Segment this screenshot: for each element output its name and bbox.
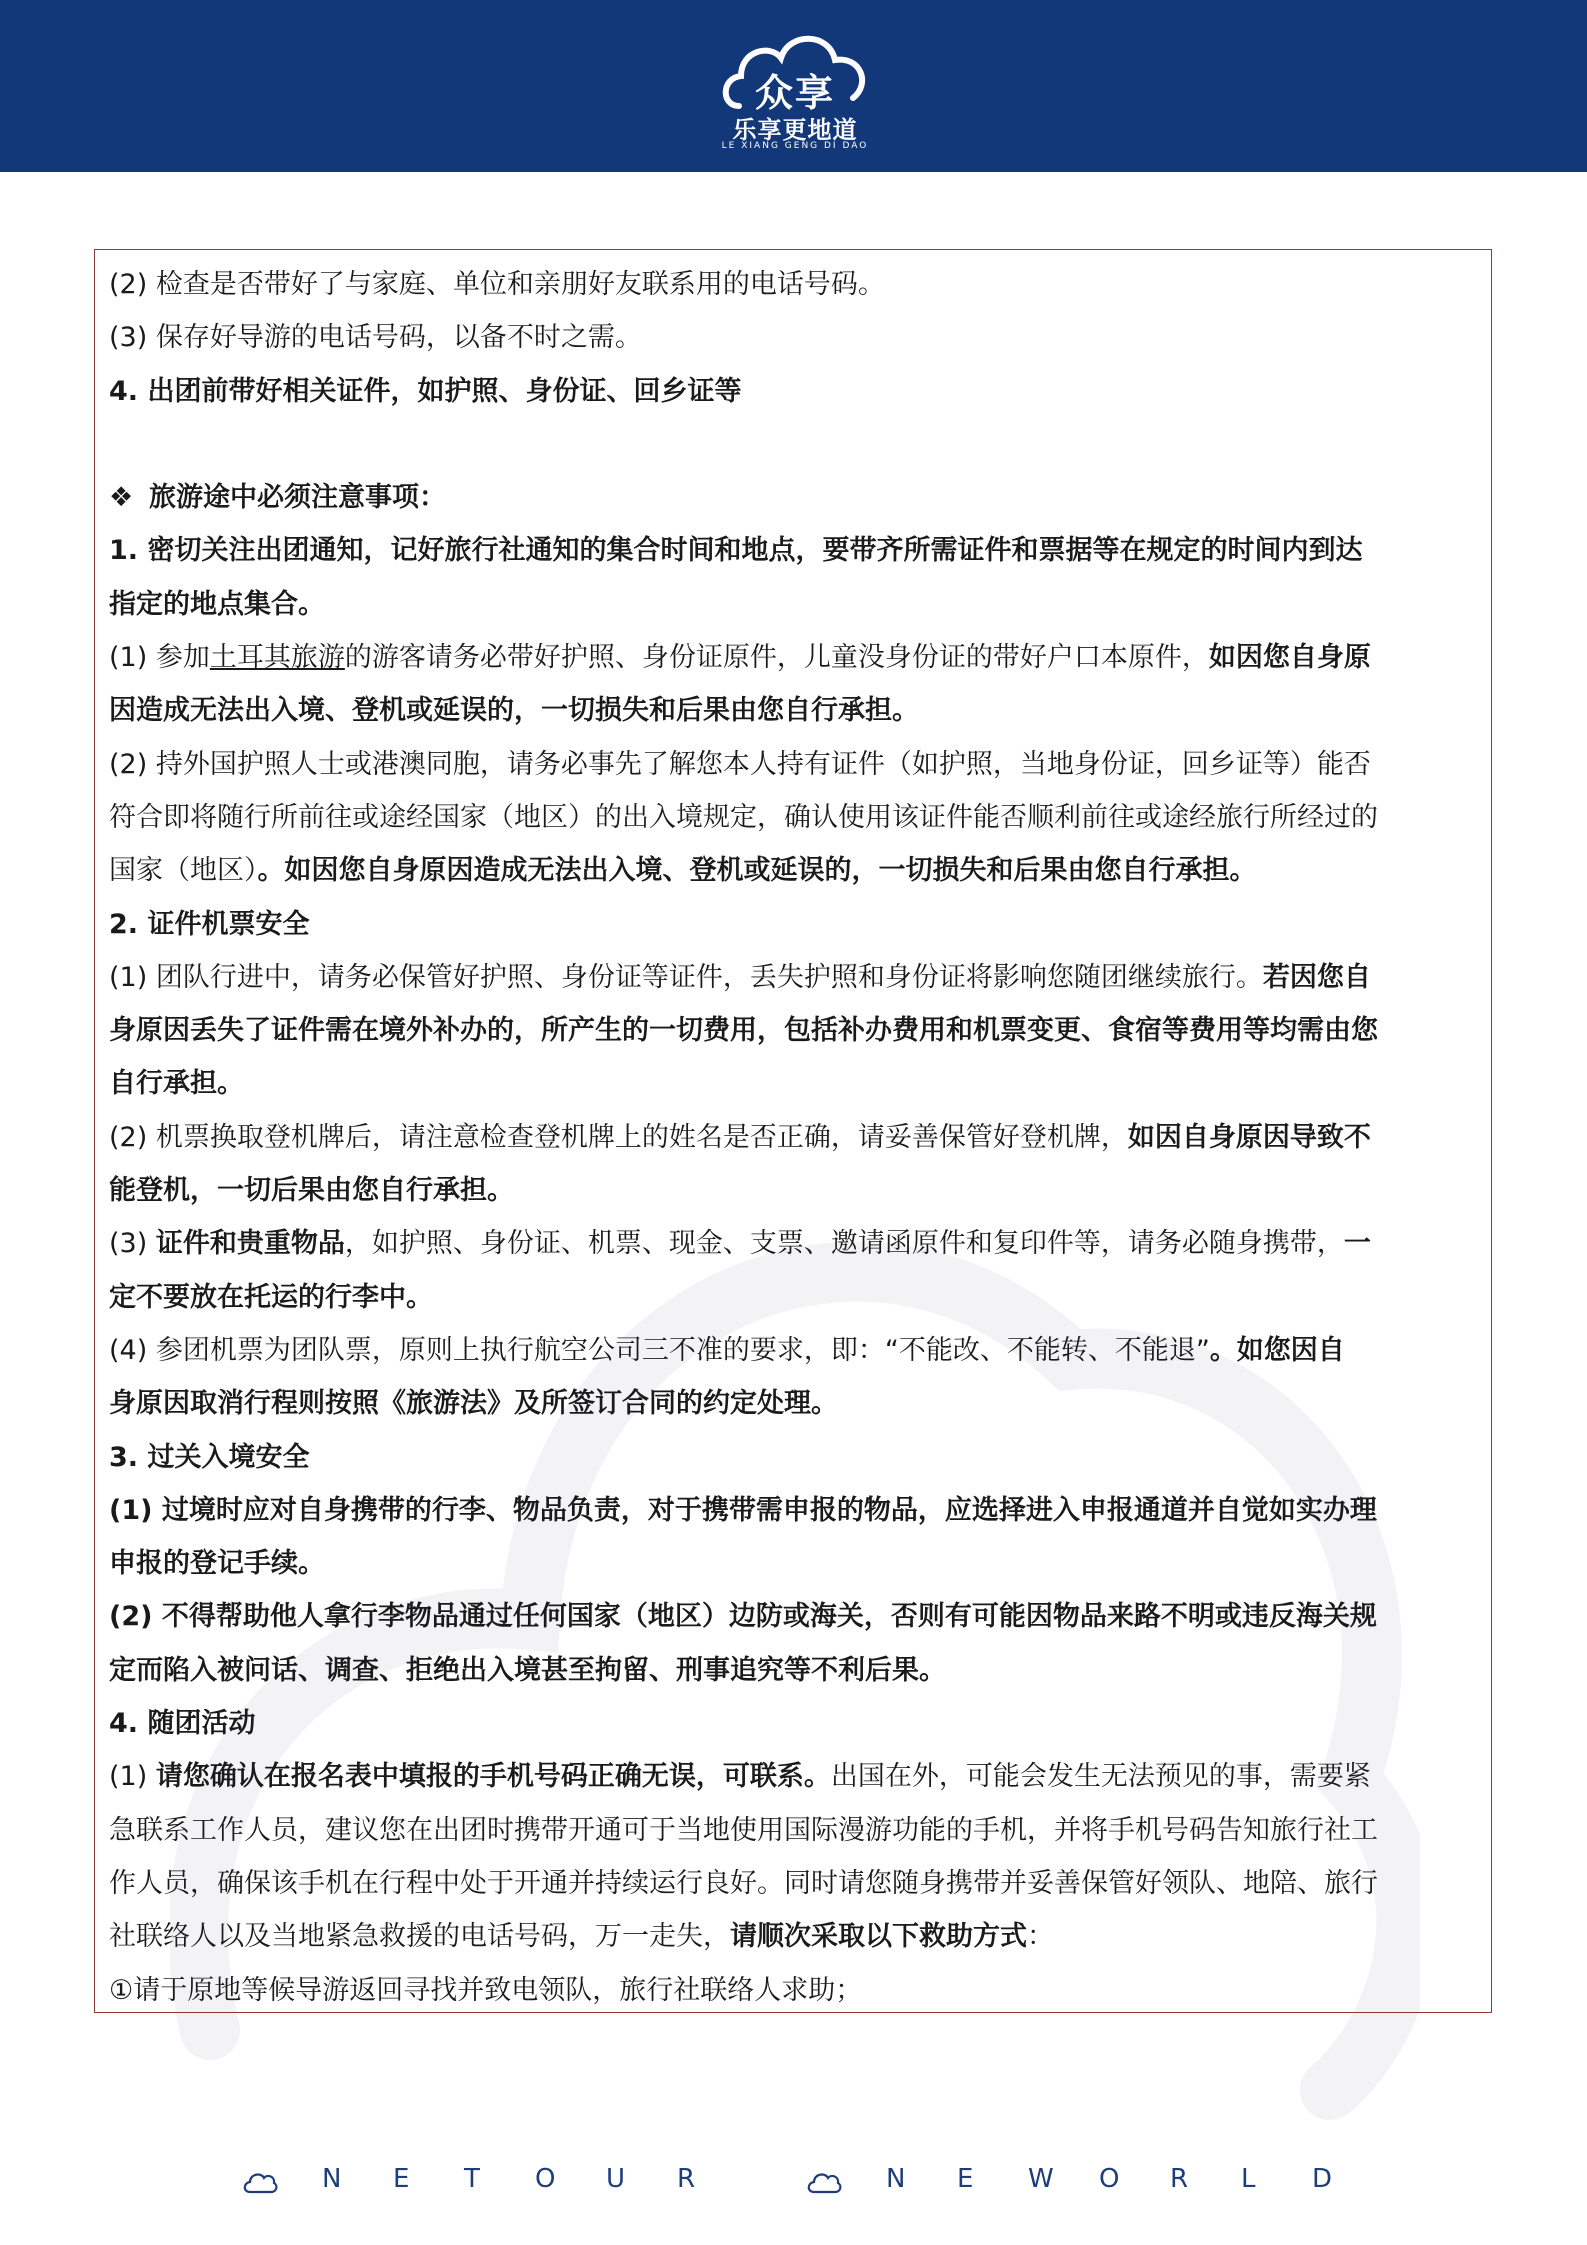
footer-oneworld (806, 2162, 1366, 2202)
document-body (94, 249, 1492, 2013)
footer-letter: E (957, 2164, 974, 2194)
text-segment: ①请于原地等候导游返回寻找并致电领队，旅行社联络人求助； (109, 1974, 863, 2006)
text-segment: 。如您因自 (1209, 1334, 1345, 1366)
text-segment: ： (1027, 1921, 1054, 1953)
text-line (109, 1431, 1477, 1484)
text-line (109, 1004, 1477, 1057)
footer-letter: O (535, 2164, 556, 2194)
text-segment: 申报的登记手续。 (109, 1548, 325, 1580)
text-line (109, 1164, 1477, 1217)
text-line (109, 1324, 1477, 1377)
text-segment: ，如护照、身份证、机票、现金、支票、邀请函原件和复印件等，请务必随身携带， (344, 1228, 1344, 1260)
text-line (109, 1484, 1477, 1537)
text-segment: 能登机，一切后果由您自行承担。 (109, 1175, 514, 1207)
text-line (109, 844, 1477, 897)
text-line (109, 1697, 1477, 1750)
text-line (109, 684, 1477, 737)
brand-logo (715, 22, 875, 152)
text-segment: 社联络人以及当地紧急救援的电话号码，万一走失， (109, 1921, 730, 1953)
footer-letter: U (606, 2164, 626, 2194)
text-segment: (2) 机票换取登机牌后，请注意检查登机牌上的姓名是否正确，请妥善保管好登机牌， (109, 1121, 1128, 1153)
footer-letter: D (1312, 2164, 1333, 2194)
text-line (109, 1271, 1477, 1324)
text-segment: 作人员，确保该手机在行程中处于开通并持续运行良好。同时请您随身携带并妥善保管好领队、地陪、旅行 (109, 1867, 1378, 1899)
footer-letter: N (886, 2164, 906, 2194)
page-footer (0, 2162, 1587, 2202)
text-segment: (3) 保存好导游的电话号码，以备不时之需。 (109, 322, 642, 354)
logo-slogan: 乐享更地道 (732, 116, 858, 144)
text-segment: 身原因丢失了证件需在境外补办的，所产生的一切费用，包括补办费用和机票变更、食宿等费用等均需由您 (109, 1015, 1378, 1047)
text-segment: 4. 出团前带好相关证件，如护照、身份证、回乡证等 (109, 375, 742, 407)
cloud-icon (806, 2170, 842, 2196)
text-segment: 如因自身原因导致不 (1127, 1121, 1371, 1153)
text-line (109, 1857, 1477, 1910)
text-segment: 。如因您自身原因造成无法出入境、登机或延误的，一切损失和后果由您自行承担。 (257, 855, 1257, 887)
text-line (109, 1111, 1477, 1164)
text-line (109, 631, 1477, 684)
text-segment: 定不要放在托运的行李中。 (109, 1281, 433, 1313)
text-line (109, 258, 1477, 311)
text-line (109, 951, 1477, 1004)
text-line (109, 1590, 1477, 1643)
footer-letter: L (1241, 2164, 1256, 2194)
text-segment: 指定的地点集合。 (109, 588, 325, 620)
footer-letter: R (677, 2164, 696, 2194)
text-line (109, 898, 1477, 951)
logo-main-text: 众享 (754, 71, 835, 115)
text-segment: 2. 证件机票安全 (109, 908, 310, 940)
text-segment: 自行承担。 (109, 1068, 244, 1100)
text-line (109, 418, 1477, 471)
text-line (109, 1537, 1477, 1590)
text-line (109, 524, 1477, 577)
text-segment: 因造成无法出入境、登机或延误的，一切损失和后果由您自行承担。 (109, 695, 919, 727)
underlined-text: 土耳其旅游 (209, 642, 345, 674)
text-line (109, 1804, 1477, 1857)
text-segment: 国家（地区） (109, 855, 258, 887)
text-segment: 一 (1343, 1228, 1371, 1260)
text-segment: 的游客请务必带好护照、身份证原件，儿童没身份证的带好户口本原件， (344, 642, 1209, 674)
text-segment: 急联系工作人员，建议您在出团时携带开通可于当地使用国际漫游功能的手机，并将手机号码告知旅行社工 (109, 1814, 1378, 1846)
text-segment: 身原因取消行程则按照《旅游法》及所签订合同的约定处理。 (109, 1388, 838, 1420)
text-line (109, 311, 1477, 364)
text-segment: 出国在外，可能会发生无法预见的事，需要紧 (830, 1761, 1371, 1793)
text-segment: 3. 过关入境安全 (109, 1441, 310, 1473)
text-segment: (1) (109, 1761, 156, 1793)
text-line (109, 1217, 1477, 1270)
text-line (109, 1377, 1477, 1430)
page-header (0, 0, 1587, 172)
text-segment: 旅游途中必须注意事项： (149, 482, 446, 514)
text-line (109, 471, 1477, 524)
text-segment: 定而陷入被问话、调查、拒绝出入境甚至拘留、刑事追究等不利后果。 (109, 1654, 946, 1686)
text-segment: (2) 检查是否带好了与家庭、单位和亲朋好友联系用的电话号码。 (109, 269, 885, 300)
text-segment: (1) 参加 (109, 642, 210, 674)
text-segment: 1. 密切关注出团通知，记好旅行社通知的集合时间和地点，要带齐所需证件和票据等在规定的时间内到达 (109, 535, 1363, 567)
text-segment: (2) 不得帮助他人拿行李物品通过任何国家（地区）边防或海关，否则有可能因物品来路不明或违反海关规 (109, 1601, 1377, 1633)
footer-onetour (242, 2162, 702, 2202)
footer-letter: N (322, 2164, 342, 2194)
text-line (109, 1910, 1477, 1963)
text-line (109, 1057, 1477, 1110)
diamond-bullet-icon: ❖ (109, 482, 134, 514)
text-segment: 请顺次采取以下救助方式 (730, 1921, 1027, 1953)
text-line (109, 791, 1477, 844)
text-line (109, 1750, 1477, 1803)
text-segment: (3) (109, 1228, 156, 1260)
logo-pinyin: LE XIANG GENG DI DAO (721, 141, 869, 151)
text-segment: 请您确认在报名表中填报的手机号码正确无误，可联系。 (155, 1761, 831, 1793)
footer-letter: T (464, 2164, 480, 2194)
text-segment: (4) 参团机票为团队票，原则上执行航空公司三不准的要求，即：“不能改、不能转、不能退” (109, 1334, 1210, 1366)
text-segment: (2) 持外国护照人士或港澳同胞，请务必事先了解您本人持有证件（如护照，当地身份证，回乡证等）能否 (109, 748, 1371, 780)
text-segment: 若因您自 (1262, 961, 1371, 993)
text-segment: 证件和贵重物品 (155, 1228, 345, 1260)
text-segment: 如因您自身原 (1208, 642, 1371, 674)
footer-letter: W (1028, 2164, 1054, 2194)
cloud-icon (242, 2170, 278, 2196)
text-line (109, 738, 1477, 791)
footer-letter: O (1099, 2164, 1120, 2194)
footer-letter: E (393, 2164, 410, 2194)
text-segment: (1) 团队行进中，请务必保管好护照、身份证等证件，丢失护照和身份证将影响您随团继续旅行。 (109, 961, 1263, 993)
text-line (109, 1644, 1477, 1697)
text-segment: 符合即将随行所前往或途经国家（地区）的出入境规定，确认使用该证件能否顺利前往或途经旅行所经过的 (109, 801, 1378, 833)
text-line (109, 578, 1477, 631)
text-line (109, 365, 1477, 418)
text-segment: (1) 过境时应对自身携带的行李、物品负责，对于携带需申报的物品，应选择进入申报通道并自觉如实办理 (109, 1494, 1377, 1526)
footer-letter: R (1170, 2164, 1189, 2194)
text-segment: 4. 随团活动 (109, 1708, 256, 1740)
text-line (109, 1964, 1477, 2017)
